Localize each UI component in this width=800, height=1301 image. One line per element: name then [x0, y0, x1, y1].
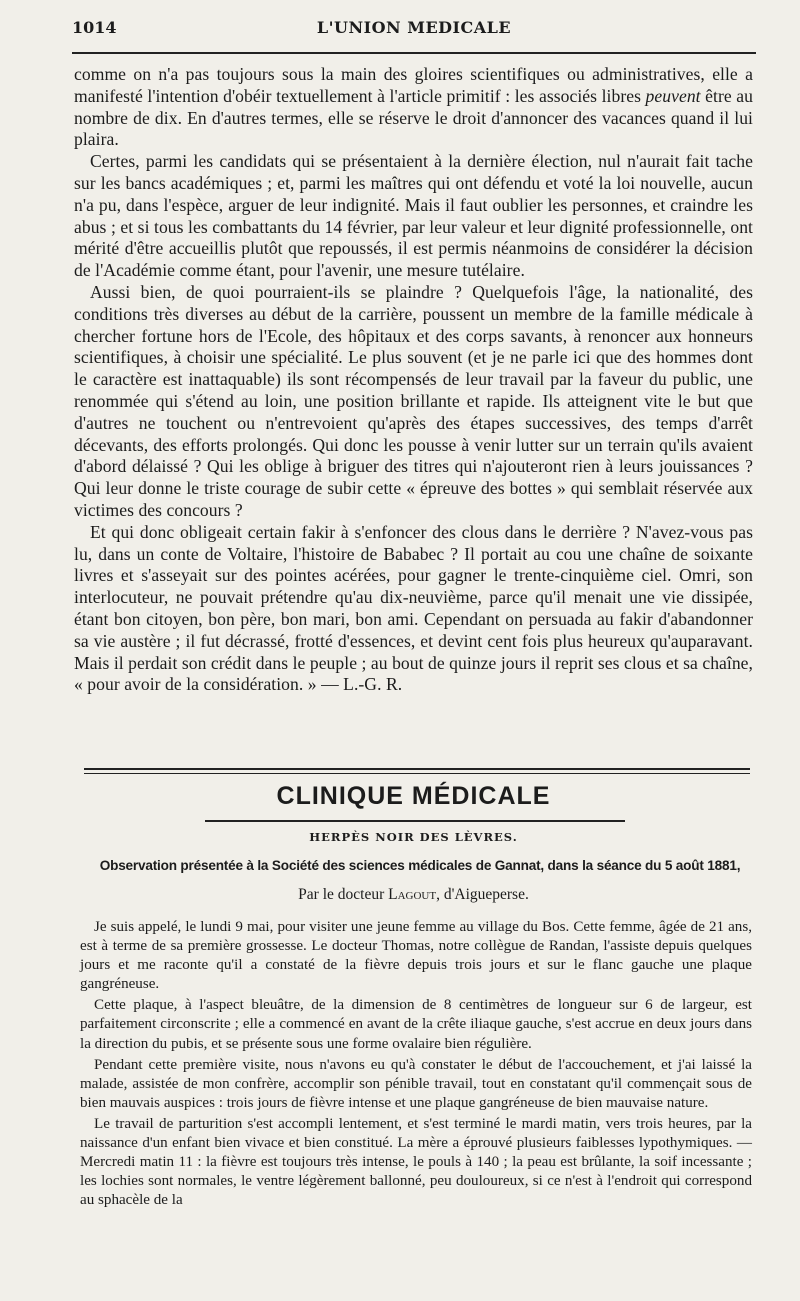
article-subtitle: HERPÈS NOIR DES LÈVRES.	[309, 830, 518, 844]
paragraph-1-text-b: être au nombre de dix. En d'autres termes, elle se réserve le droit d'annoncer des vacances quand il lui plaira.	[74, 85, 753, 150]
paragraph-1-text-a: comme on n'a pas toujours sous la main des gloires scientifiques ou administratives, elle a manifesté l'intention d'obéir textuellement à l'article primitif : les associés libres	[74, 64, 753, 106]
byline-author: Lagout	[388, 886, 437, 903]
observation-line: Observation présentée à la Société des sciences médicales de Gannat, dans la séance du 5 août 1881,	[99, 858, 741, 873]
journal-title: L'UNION MEDICALE	[316, 18, 512, 37]
paragraph-2: Certes, parmi les candidats qui se présentaient à la dernière élection, nul n'aurait fait tache sur les bancs académiques ; et, parmi les maîtres qui ont défendu et voté la loi nouvelle, aucun n'a pu, dans l'espèce, arguer de leur indignité. Mais il faut oublier les personnes, et craindre les abus ; et si tous les combattants du 14 février, par leur valeur et leur dignité professionnelle, ont mérité d'être accueillis plutôt que repoussés, il est permis néanmoins de considérer la décision de l'Académie comme étant, pour l'avenir, une mesure tutélaire.	[74, 151, 753, 281]
case-paragraph-3: Pendant cette première visite, nous n'avons eu qu'à constater le début de l'accouchement, et j'ai laissé la malade, assistée de mon confrère, accomplir son pénible travail, tout en constatant qu'il commençait sous de bien mauvais auspices : trois jours de fièvre intense et une plaque gangréneuse de bien mauvaise nature.	[80, 1056, 752, 1111]
paragraph-1-italic: peuvent	[645, 85, 701, 106]
header-rule	[72, 52, 756, 54]
article-continued	[74, 64, 753, 696]
section-separator	[84, 768, 750, 777]
case-report	[80, 918, 752, 1212]
page-number: 1014	[72, 18, 117, 37]
byline-suffix: , d'Aigueperse.	[436, 886, 529, 903]
paragraph-3: Aussi bien, de quoi pourraient-ils se plaindre ? Quelquefois l'âge, la nationalité, des conditions très diverses au début de la carrière, poussent un membre de la famille médicale à chercher fortune hors de l'Ecole, des hôpitaux et des corps savants, à renoncer aux honneurs scientifiques, à choisir une spécialité. Le plus souvent (et je ne parle ici que des hommes dont le caractère est inattaquable) ils sont récompensés de leur travail par la faveur du public, une renommée qui s'étend au loin, une position brillante et rapide. Ils atteignent vite le but que d'autres ne touchent ou n'entrevoient qu'après des étapes successives, des temps d'arrêt décevants, des efforts prolongés. Qui donc les pousse à venir lutter sur un terrain qu'ils avaient d'abord délaissé ? Qui les oblige à briguer des titres qui n'ajouteront rien à leurs jouissances ? Qui leur donne le triste courage de subir cette « épreuve des bottes » qui semblait réservée aux victimes des concours ?	[74, 281, 753, 520]
byline	[74, 886, 753, 904]
byline-prefix: Par le docteur	[298, 886, 389, 903]
case-paragraph-2: Cette plaque, à l'aspect bleuâtre, de la dimension de 8 centimètres de longueur sur 6 de largeur, est parfaitement circonscrite ; elle a commencé en avant de la crête iliaque gauche, s'est accrue en deux jours dans la direction du pubis, et se présente sous une forme ovalaire bien régulière.	[80, 997, 752, 1052]
case-paragraph-1: Je suis appelé, le lundi 9 mai, pour visiter une jeune femme au village du Bos. Cette femme, âgée de 21 ans, est à terme de sa première grossesse. Le docteur Thomas, notre collègue de Randan, l'assiste depuis quelques jours et me raconte qu'il a constaté de la fièvre depuis trois jours et sur le flanc gauche une plaque gangréneuse.	[80, 919, 752, 993]
title-rule	[205, 820, 625, 822]
section-title: CLINIQUE MÉDICALE	[276, 782, 551, 810]
paragraph-4: Et qui donc obligeait certain fakir à s'enfoncer des clous dans le derrière ? N'avez-vous pas lu, dans un conte de Voltaire, l'histoire de Bababec ? Il portait au cou une chaîne de soixante livres et s'asseyait sur des pointes acérées, pour gagner le trente-cinquième ciel. Omri, son interlocuteur, ne pouvait prétendre qu'au dix-neuvième, parce qu'il menait une vie dissipée, étant bon citoyen, bon père, bon mari, bon ami. Cependant on persuada au fakir d'abandonner sa vie austère ; il fut décrassé, frotté d'essences, et devint cent fois plus heureux qu'auparavant. Mais il perdait son crédit dans le peuple ; au bout de quinze jours il reprit ses clous et sa chaîne, « pour avoir de la considération. » — L.-G. R.	[74, 521, 753, 695]
paragraph-1	[74, 64, 753, 151]
case-paragraph-4: Le travail de parturition s'est accompli lentement, et s'est terminé le mardi matin, vers trois heures, par la naissance d'un enfant bien vivace et bien constitué. La mère a éprouvé plusieurs faiblesses lypothymiques. — Mercredi matin 11 : la fièvre est toujours très intense, le pouls à 140 ; la peau est brûlante, la soif incessante ; les lochies sont normales, le ventre légèrement ballonné, peu douloureux, si ce n'est à l'endroit qui correspond au sphacèle de la	[80, 1115, 752, 1209]
running-head	[72, 18, 756, 46]
